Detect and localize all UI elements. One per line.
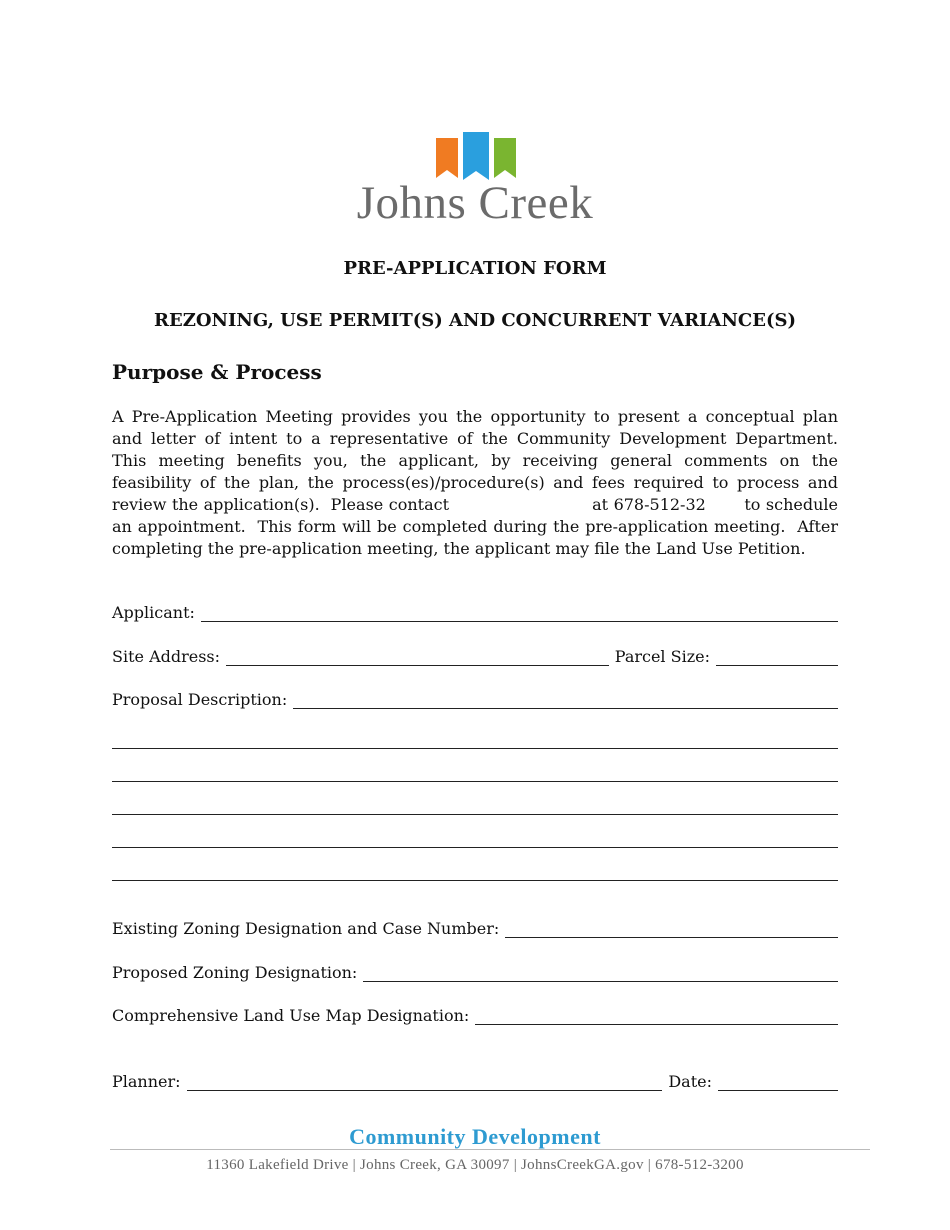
green-flag [494, 138, 516, 178]
site-address-label: Site Address: [112, 647, 221, 666]
planner-label: Planner: [112, 1072, 181, 1091]
site-address-input-line[interactable] [226, 648, 609, 666]
applicant-field[interactable] [112, 598, 838, 622]
applicant-label: Applicant: [112, 603, 195, 622]
proposed-zoning-input-line[interactable] [363, 964, 838, 982]
description-line[interactable] [112, 814, 838, 815]
intro-paragraph: A Pre-Application Meeting provides you the opportunity to present a conceptual plan and letter of intent to a representative of the Community Development Department. This meeting benefits you, the applicant, by receiving general comments on the feasibility of the plan, the process(es)/procedure(s) and fees required to process and review the application(s). Please contact at 678-512-32 to schedule an appointment. This form will be completed during the pre-application meeting. After completing the pre-application meeting, the applicant may file the Land Use Petition. [112, 407, 849, 558]
form-title: PRE-APPLICATION FORM [343, 258, 607, 279]
parcel-size-label: Parcel Size: [614, 647, 710, 666]
proposal-description-field[interactable] [112, 685, 838, 709]
banner-flags-icon [434, 130, 518, 182]
description-line[interactable] [112, 781, 838, 782]
comprehensive-land-use-label: Comprehensive Land Use Map Designation: [112, 1006, 470, 1025]
existing-zoning-field[interactable] [112, 914, 838, 938]
footer-address: 11360 Lakefield Drive | Johns Creek, GA 30097 | JohnsCreekGA.gov | 678-512-3200 [206, 1157, 744, 1173]
planner-input-line[interactable] [187, 1073, 663, 1091]
logo-wordmark: Johns Creek [356, 177, 594, 229]
johns-creek-logo [350, 128, 600, 238]
section-heading: Purpose & Process [112, 360, 322, 384]
date-input-line[interactable] [718, 1073, 838, 1091]
site-address-row [112, 642, 838, 666]
form-subtitle: REZONING, USE PERMIT(S) AND CONCURRENT VARIANCE(S) [154, 310, 796, 331]
applicant-input-line[interactable] [201, 604, 838, 622]
footer-divider [110, 1149, 870, 1150]
existing-zoning-label: Existing Zoning Designation and Case Number: [112, 919, 500, 938]
planner-row [112, 1067, 838, 1091]
description-line[interactable] [112, 847, 838, 848]
footer-department: Community Development [349, 1124, 601, 1149]
comprehensive-land-use-field[interactable] [112, 1001, 838, 1025]
parcel-size-input-line[interactable] [716, 648, 838, 666]
proposed-zoning-label: Proposed Zoning Designation: [112, 963, 358, 982]
existing-zoning-input-line[interactable] [505, 920, 838, 938]
proposal-description-input-line[interactable] [293, 691, 838, 709]
proposal-description-label: Proposal Description: [112, 690, 288, 709]
orange-flag [436, 138, 458, 178]
proposed-zoning-field[interactable] [112, 958, 838, 982]
description-line[interactable] [112, 748, 838, 749]
comprehensive-land-use-input-line[interactable] [475, 1007, 838, 1025]
description-line[interactable] [112, 880, 838, 881]
blue-flag [463, 132, 489, 180]
date-label: Date: [668, 1072, 712, 1091]
